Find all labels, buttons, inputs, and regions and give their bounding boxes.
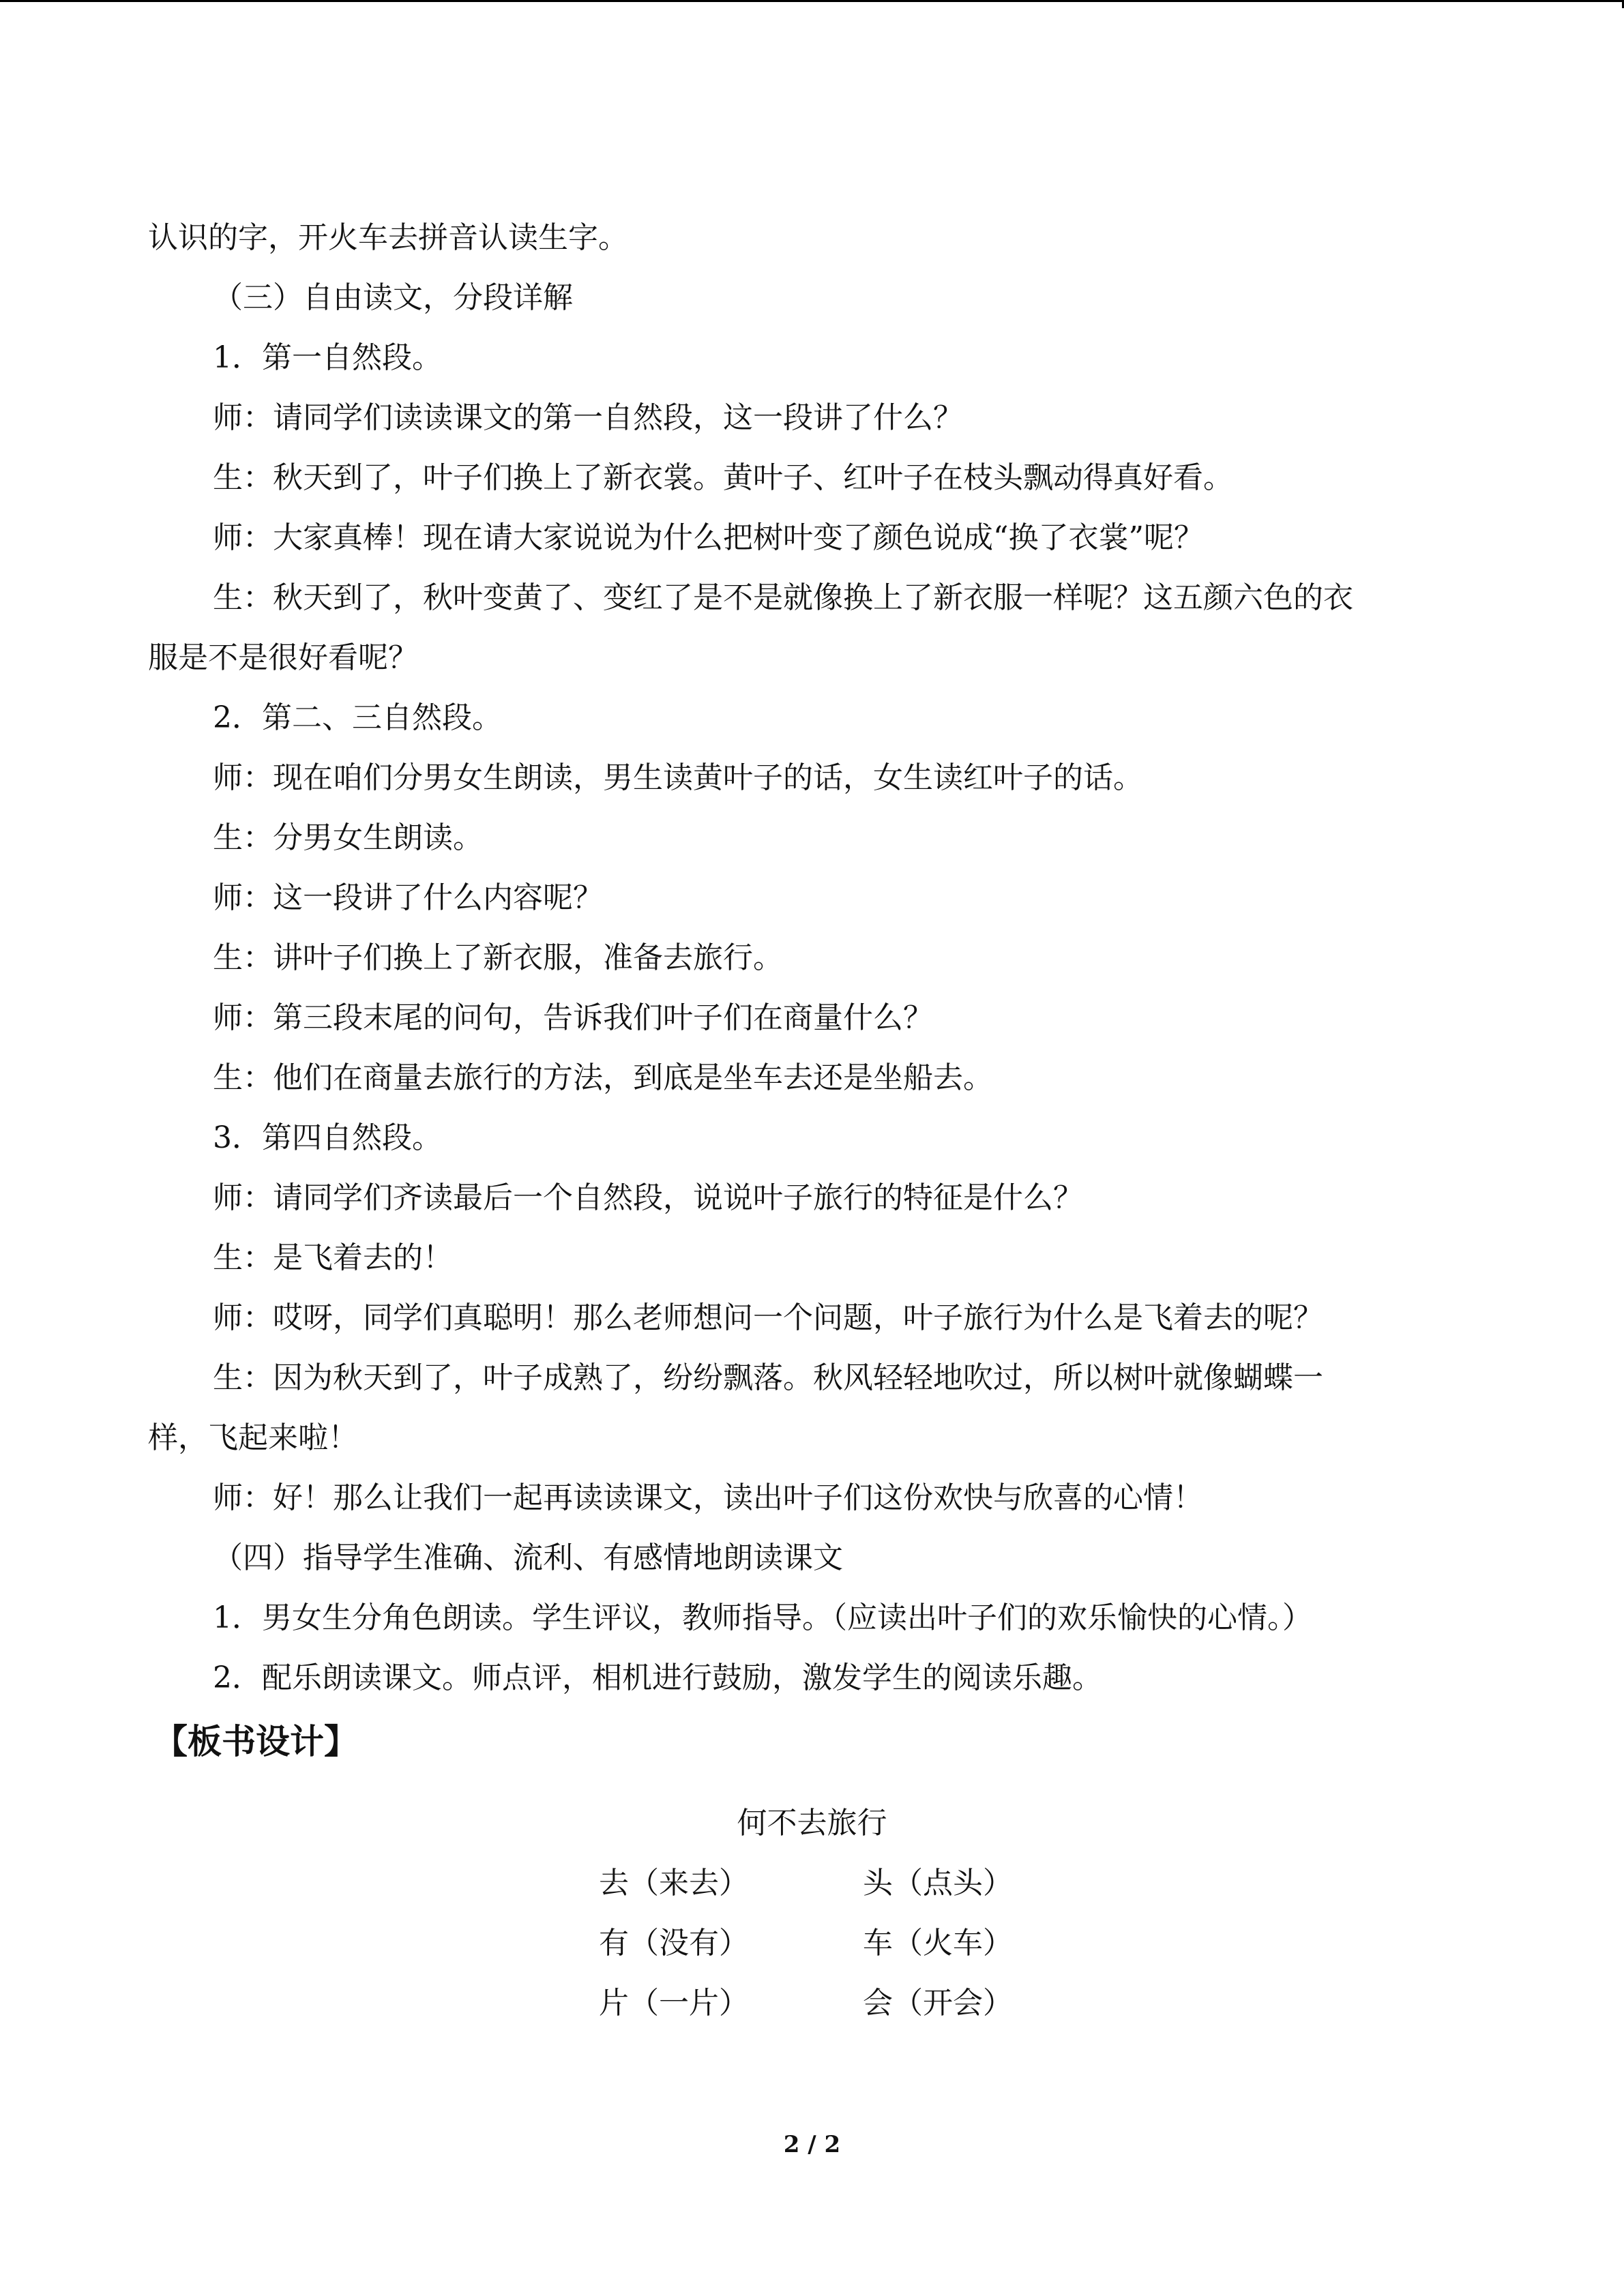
sub-step-2: 2．第二、三自然段。 bbox=[213, 700, 502, 735]
board-word-left: 去（来去） bbox=[599, 1866, 749, 1900]
dialogue-line: 生：分男女生朗读。 bbox=[213, 820, 483, 855]
dialogue-line: 师：哎呀，同学们真聪明！那么老师想问一个问题，叶子旅行为什么是飞着去的呢？ bbox=[213, 1300, 1323, 1335]
dialogue-line: 师：请同学们齐读最后一个自然段，说说叶子旅行的特征是什么？ bbox=[213, 1180, 1083, 1215]
board-word-left: 片（一片） bbox=[599, 1986, 749, 2021]
sub-step-1: 1．第一自然段。 bbox=[213, 340, 442, 375]
dialogue-line-continuation: 样，飞起来啦！ bbox=[148, 1420, 358, 1455]
lesson-body bbox=[148, 208, 1464, 1708]
top-border-line bbox=[0, 0, 1624, 2]
board-word-right: 头（点头） bbox=[863, 1866, 1013, 1900]
sub-step-2: 2．配乐朗读课文。师点评，相机进行鼓励，激发学生的阅读乐趣。 bbox=[213, 1660, 1102, 1695]
dialogue-line: 生：他们在商量去旅行的方法，到底是坐车去还是坐船去。 bbox=[213, 1060, 993, 1095]
board-title: 何不去旅行 bbox=[737, 1806, 887, 1840]
dialogue-line: 师：请同学们读读课文的第一自然段，这一段讲了什么？ bbox=[213, 400, 963, 435]
dialogue-line: 生：是飞着去的！ bbox=[213, 1240, 453, 1275]
board-word-left: 有（没有） bbox=[599, 1926, 749, 1960]
dialogue-line: 师：大家真棒！现在请大家说说为什么把树叶变了颜色说成“换了衣裳”呢？ bbox=[213, 520, 1204, 555]
step-heading-3: （三）自由读文，分段详解 bbox=[213, 280, 573, 315]
dialogue-line-continuation: 服是不是很好看呢？ bbox=[148, 640, 418, 675]
dialogue-line: 生：秋天到了，叶子们换上了新衣裳。黄叶子、红叶子在枝头飘动得真好看。 bbox=[213, 460, 1233, 495]
sub-step-3: 3．第四自然段。 bbox=[213, 1120, 442, 1155]
paragraph-continuation: 认识的字，开火车去拼音认读生字。 bbox=[148, 220, 628, 255]
board-word-right: 车（火车） bbox=[863, 1926, 1013, 1960]
dialogue-line: 师：现在咱们分男女生朗读，男生读黄叶子的话，女生读红叶子的话。 bbox=[213, 760, 1143, 795]
sub-step-1: 1．男女生分角色朗读。学生评议，教师指导。（应读出叶子们的欢乐愉快的心情。） bbox=[213, 1600, 1312, 1635]
board-word-right: 会（开会） bbox=[863, 1986, 1013, 2021]
board-row bbox=[0, 1853, 1624, 1913]
dialogue-line: 生：秋天到了，秋叶变黄了、变红了是不是就像换上了新衣服一样呢？这五颜六色的衣 bbox=[213, 580, 1353, 615]
dialogue-line: 师：这一段讲了什么内容呢？ bbox=[213, 880, 603, 915]
dialogue-line: 师：好！那么让我们一起再读读课文，读出叶子们这份欢快与欣喜的心情！ bbox=[213, 1480, 1203, 1515]
dialogue-line: 生：讲叶子们换上了新衣服，准备去旅行。 bbox=[213, 940, 783, 975]
step-heading-4: （四）指导学生准确、流利、有感情地朗读课文 bbox=[213, 1540, 843, 1575]
dialogue-line: 师：第三段末尾的问句，告诉我们叶子们在商量什么？ bbox=[213, 1000, 933, 1035]
board-design-heading: 【板书设计】 bbox=[153, 1721, 358, 1761]
dialogue-line: 生：因为秋天到了，叶子成熟了，纷纷飘落。秋风轻轻地吹过，所以树叶就像蝴蝶一 bbox=[213, 1360, 1323, 1395]
board-row bbox=[0, 1913, 1624, 1973]
page-number: 2 / 2 bbox=[783, 2131, 841, 2158]
board-row bbox=[0, 1973, 1624, 2033]
